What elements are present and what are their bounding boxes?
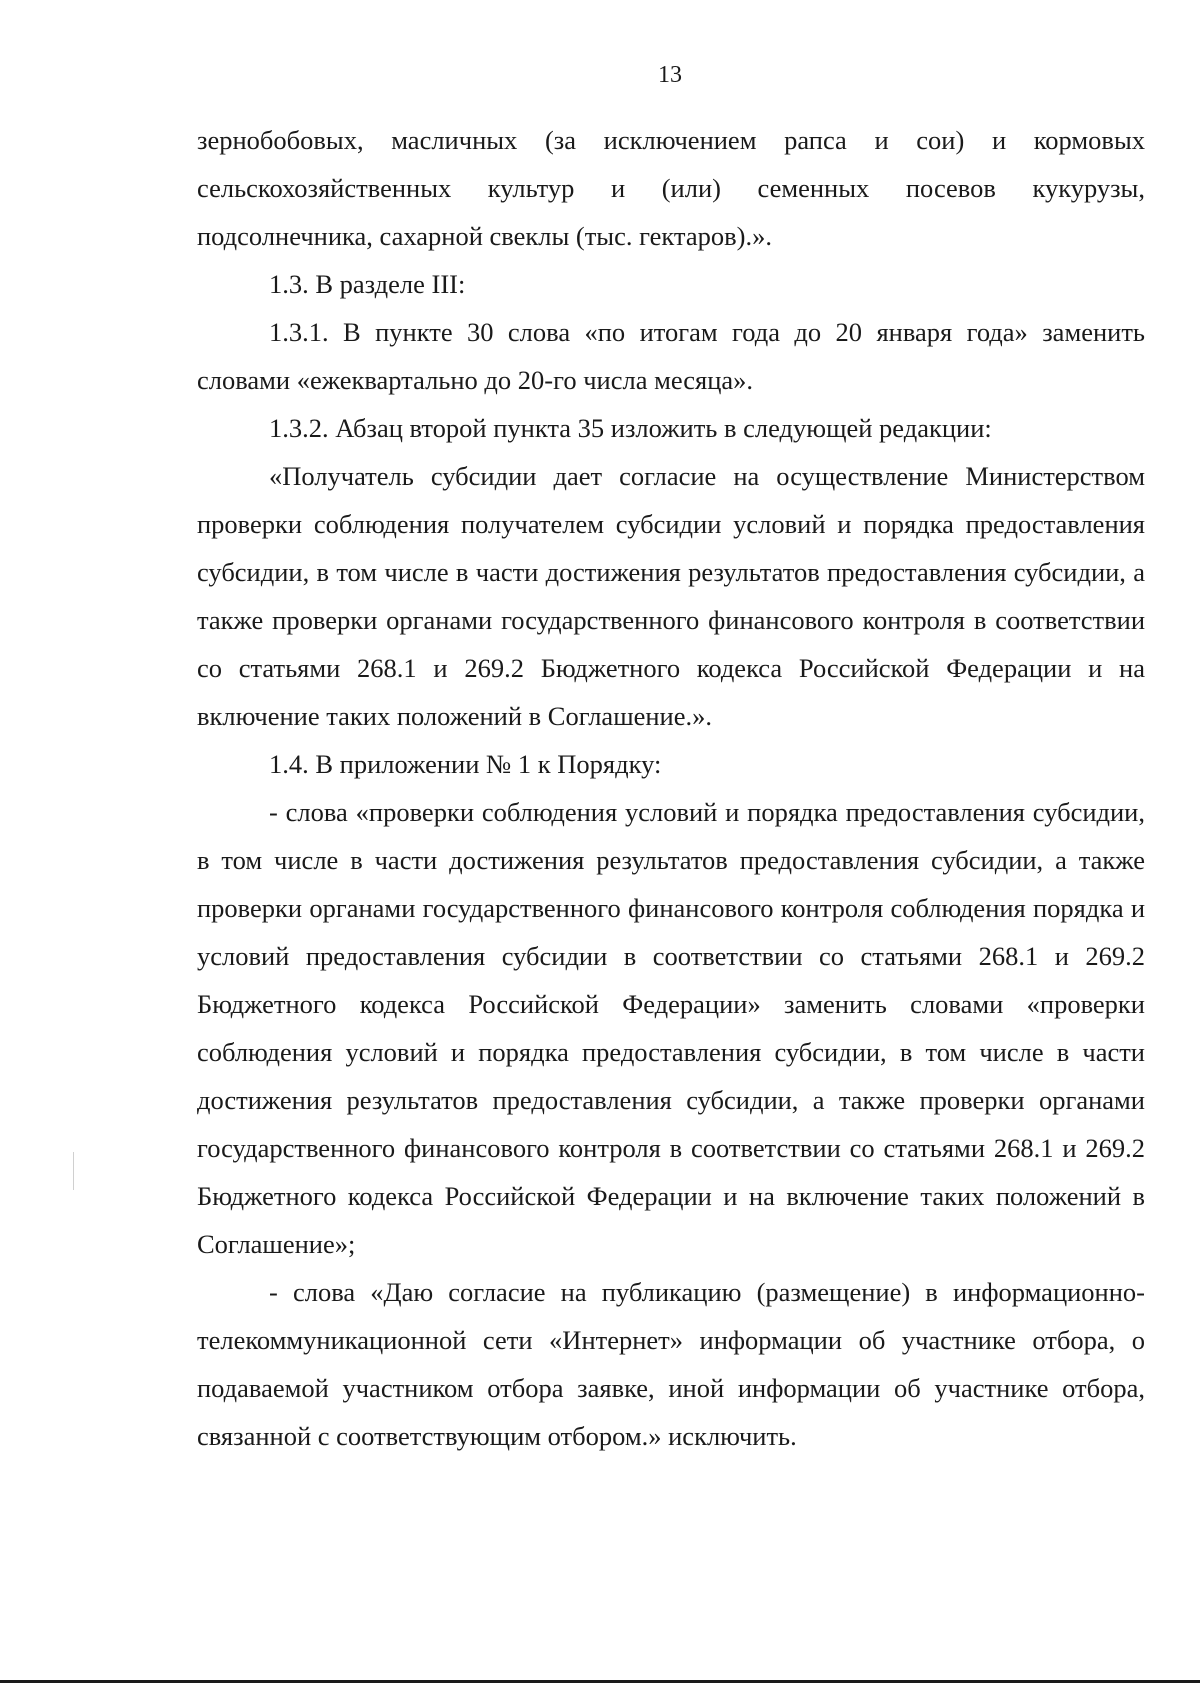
paragraph-section-1-4: 1.4. В приложении № 1 к Порядку: [269, 749, 662, 779]
page-number: 13 [658, 62, 682, 88]
paragraph-quoted-consent: «Получатель субсидии дает согласие на осуществление Министерством проверки соблюдения получателем субсидии условий и порядка предоставления субсидии, в том числе в части достижения результатов предоставления субсидии, а также проверки органами государственного финансового контроля в соответствии со статьями 268.1 и 269.2 Бюджетного кодекса Российской Федерации и на включение таких положений в Соглашение.». [197, 461, 1145, 731]
paragraph-continuation: зернобобовых, масличных (за исключением рапса и сои) и кормовых сельскохозяйственных культур и (или) семенных посевов кукурузы, подсолнечника, сахарной свеклы (тыс. гектаров).». [197, 125, 1145, 251]
paragraph-exclusion-words: - слова «Даю согласие на публикацию (размещение) в информационно-телекоммуникационной сети «Интернет» информации об участнике отбора, о подаваемой участником отбора заявке, иной информации об участнике отбора, связанной с соответствующим отбором.» исключить. [197, 1277, 1145, 1451]
paragraph-replacement-words: - слова «проверки соблюдения условий и порядка предоставления субсидии, в том числе в части достижения результатов предоставления субсидии, а также проверки органами государственного финансового контроля соблюдения порядка и условий предоставления субсидии в соответствии со статьями 268.1 и 269.2 Бюджетного кодекса Российской Федерации» заменить словами «проверки соблюдения условий и порядка предоставления субсидии, в том числе в части достижения результатов предоставления субсидии, а также проверки органами государственного финансового контроля в соответствии со статьями 268.1 и 269.2 Бюджетного кодекса Российской Федерации и на включение таких положений в Соглашение»; [197, 797, 1145, 1259]
paragraph-item-1-3-1: 1.3.1. В пункте 30 слова «по итогам года до 20 января года» заменить словами «ежеквартально до 20-го числа месяца». [197, 317, 1145, 395]
page-bottom-edge [0, 1680, 1200, 1683]
scan-margin-mark [73, 1152, 74, 1190]
document-body [197, 116, 1145, 1460]
paragraph-section-1-3: 1.3. В разделе III: [269, 269, 466, 299]
paragraph-item-1-3-2: 1.3.2. Абзац второй пункта 35 изложить в следующей редакции: [269, 413, 992, 443]
